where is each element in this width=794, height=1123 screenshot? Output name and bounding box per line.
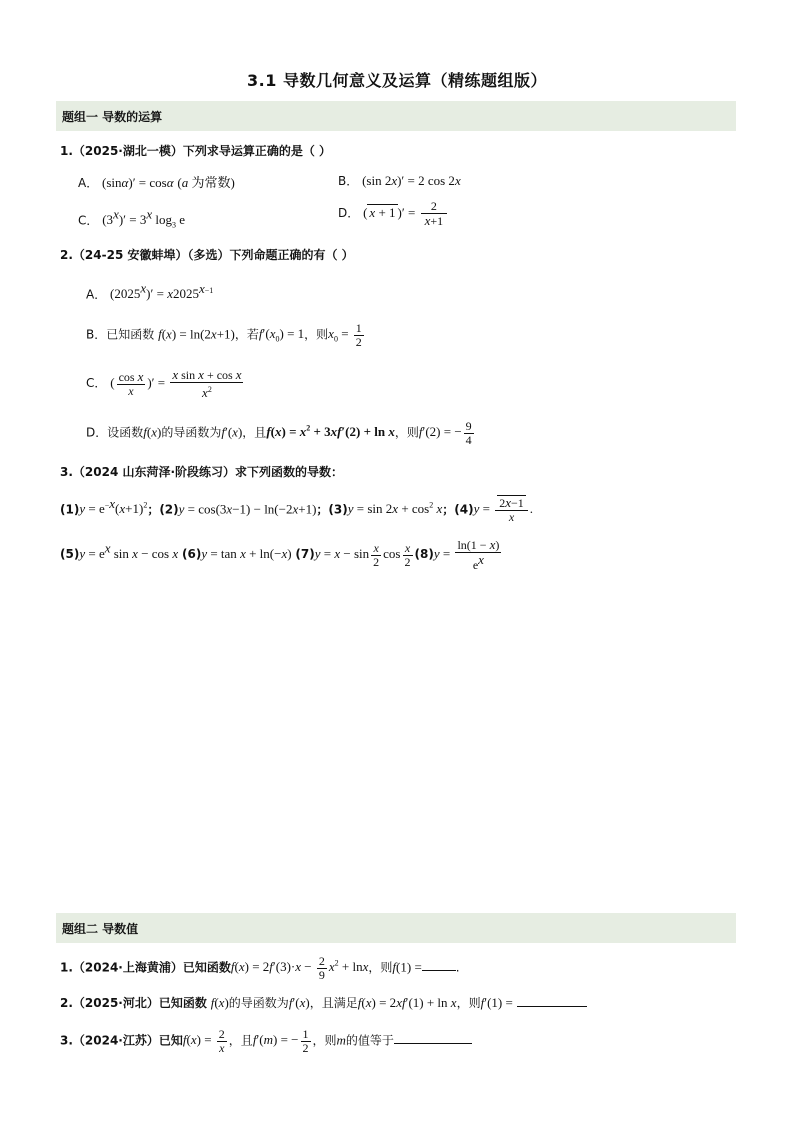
q3-line-2 bbox=[60, 538, 503, 572]
section-header-group1 bbox=[56, 101, 736, 131]
q2-option-a[interactable] bbox=[86, 281, 213, 302]
question-2-stem-text: 2.（24-25 安徽蚌埠）（多选）下列命题正确的有（ ） bbox=[60, 248, 354, 262]
q1-option-a[interactable] bbox=[78, 172, 235, 191]
item-num: (7) bbox=[295, 546, 315, 561]
g2-q1-ask: f(1) = bbox=[392, 959, 422, 975]
option-label: A． bbox=[78, 176, 99, 190]
q1-b-expr: (sin 2x)′ = 2 cos 2x bbox=[362, 173, 461, 188]
g2-q2-expr2: f′(x) bbox=[288, 995, 310, 1010]
q3-line-1 bbox=[60, 496, 533, 524]
option-label: B． bbox=[338, 174, 359, 188]
q1-c-expr: $(3^x)' = 3^x$ $\log_3 e$ bbox=[102, 207, 186, 230]
section-header-group2 bbox=[56, 913, 736, 943]
q2-option-b[interactable] bbox=[86, 322, 366, 349]
option-text: 的导函数为 bbox=[161, 425, 222, 440]
option-text: ，若 bbox=[234, 327, 259, 342]
q3-expr-3: $y = \sin 2x + \cos^2 x$ bbox=[347, 501, 443, 517]
question-text: ，则 bbox=[456, 996, 481, 1010]
g2-question-3 bbox=[60, 1028, 472, 1055]
q3-expr-1: $y = e^{-x}(x+1)^2$ bbox=[79, 496, 148, 517]
answer-blank[interactable] bbox=[422, 970, 456, 971]
q3-expr-6: y = tan x + ln(−x) bbox=[201, 545, 292, 561]
question-text: 3.（2024·江苏）已知 bbox=[60, 1033, 183, 1048]
question-3-stem: 3.（2024 山东菏泽·阶段练习）求下列函数的导数： bbox=[60, 465, 344, 479]
q2-option-d[interactable] bbox=[86, 420, 476, 447]
question-text: ，且 bbox=[228, 1033, 253, 1048]
q2-c-expr: ( $\frac{\text{cos x}}{x}$ )′ = $\frac{\text{x sin x + cos x}}{x^2}$ bbox=[110, 367, 242, 400]
option-label: C． bbox=[86, 375, 107, 390]
answer-blank[interactable] bbox=[517, 1006, 587, 1007]
q3-expr-8: y = $\frac{\ln(1 - x)}{e^x}$ bbox=[433, 537, 500, 572]
option-text: ，则 bbox=[304, 327, 329, 342]
option-text: ，则 bbox=[394, 425, 419, 440]
q2-d-expr2: f′(x) bbox=[221, 424, 243, 440]
q2-d-expr3: $f(x) = x^2 + 3xf'(2) + \ln x$ bbox=[266, 424, 395, 440]
g2-q3-var: m bbox=[336, 1032, 346, 1048]
q1-d-expr: ( x + 1 )′ = $\frac{2}{x+1}$ bbox=[363, 205, 449, 220]
q3-expr-7: y = x − sin $\frac{x}{2}$ cos $\frac{x}{2}$ bbox=[314, 540, 411, 569]
q2-b-expr3: $x_0$ = $\frac{1}{2}$ bbox=[328, 321, 362, 349]
question-text: 2.（2025·河北）已知函数 bbox=[60, 996, 207, 1010]
section-title: 题组二 导数值 bbox=[62, 922, 139, 936]
item-num: ；(3) bbox=[316, 502, 348, 517]
q1-a-note: (a 为常数) bbox=[177, 175, 235, 190]
section-title: 题组一 导数的运算 bbox=[62, 110, 163, 124]
g2-q3-expr1: f(x) = $\frac{2}{x}$ bbox=[182, 1027, 225, 1055]
option-text: B．已知函数 bbox=[86, 327, 155, 342]
item-num: ；(2) bbox=[147, 502, 179, 517]
g2-q1-expr: f(x) = 2f′(3)·x − $\frac{2}{9}$ $x^2 + \ln x$ bbox=[230, 954, 369, 982]
question-text: ，则 bbox=[368, 960, 393, 975]
q1-option-b[interactable] bbox=[338, 172, 461, 189]
g2-q2-expr3: f(x) = 2xf′(1) + ln x bbox=[357, 995, 457, 1010]
q2-option-c[interactable] bbox=[86, 368, 245, 400]
item-num: (8) bbox=[414, 546, 434, 561]
item-num: (6) bbox=[181, 546, 202, 561]
g2-q2-ask: f′(1) = bbox=[480, 995, 513, 1010]
option-label: C． bbox=[78, 213, 99, 228]
g2-question-1: 1.（2024·上海黄浦）已知函数f(x) = 2f′(3)·x − $\frac{2}{9}$ $x^2 + \ln x$，则f(1) = . bbox=[60, 954, 460, 982]
q3-expr-5: $y = e^x$ sin x − cos x bbox=[79, 540, 179, 561]
q3-expr-2: y = cos(3x−1) − ln(−2x+1) bbox=[178, 501, 317, 517]
option-label: D． bbox=[338, 205, 360, 220]
q1-option-d[interactable] bbox=[338, 200, 449, 228]
g2-q3-expr2: f′(m) = − $\frac{1}{2}$ bbox=[252, 1027, 309, 1055]
q2-a-expr: $(2025^x)' = x2025^{x-1}$ bbox=[110, 281, 214, 302]
question-text: 的导函数为 bbox=[228, 996, 289, 1010]
page-title: 3.1 导数几何意义及运算（精练题组版） bbox=[247, 71, 547, 90]
question-text: 的值等于 bbox=[345, 1033, 394, 1048]
option-label: A． bbox=[86, 287, 107, 302]
question-text: ，且满足 bbox=[309, 996, 358, 1010]
option-text: ，且 bbox=[242, 425, 267, 440]
q2-b-expr2: $f'(x_0) = 1$ bbox=[258, 326, 305, 345]
item-num: (1) bbox=[60, 502, 80, 517]
item-num: (5) bbox=[60, 546, 80, 561]
g2-q2-expr1: f(x) bbox=[210, 995, 229, 1010]
item-num: ；(4) bbox=[442, 502, 474, 517]
option-text: D．设函数 bbox=[86, 425, 144, 440]
q3-expr-4: y = $\frac{2x-1}{x}$ . bbox=[473, 495, 534, 525]
g2-question-2 bbox=[60, 994, 587, 1011]
q1-a-expr: (sinα)′ = cosα bbox=[102, 175, 174, 190]
question-text: 1.（2024·上海黄浦）已知函数 bbox=[60, 960, 231, 975]
q2-b-expr1: f(x) = ln(2x+1) bbox=[158, 326, 235, 342]
q1-option-c[interactable] bbox=[78, 207, 185, 230]
answer-blank[interactable] bbox=[394, 1043, 472, 1044]
q2-d-expr4: f′(2) = − $\frac{9}{4}$ bbox=[418, 419, 472, 447]
question-text: ，则 bbox=[312, 1033, 337, 1048]
question-1-stem: 1.（2025·湖北一模）下列求导运算正确的是（ ） bbox=[60, 144, 332, 158]
q2-d-expr1: f(x) bbox=[143, 424, 162, 440]
